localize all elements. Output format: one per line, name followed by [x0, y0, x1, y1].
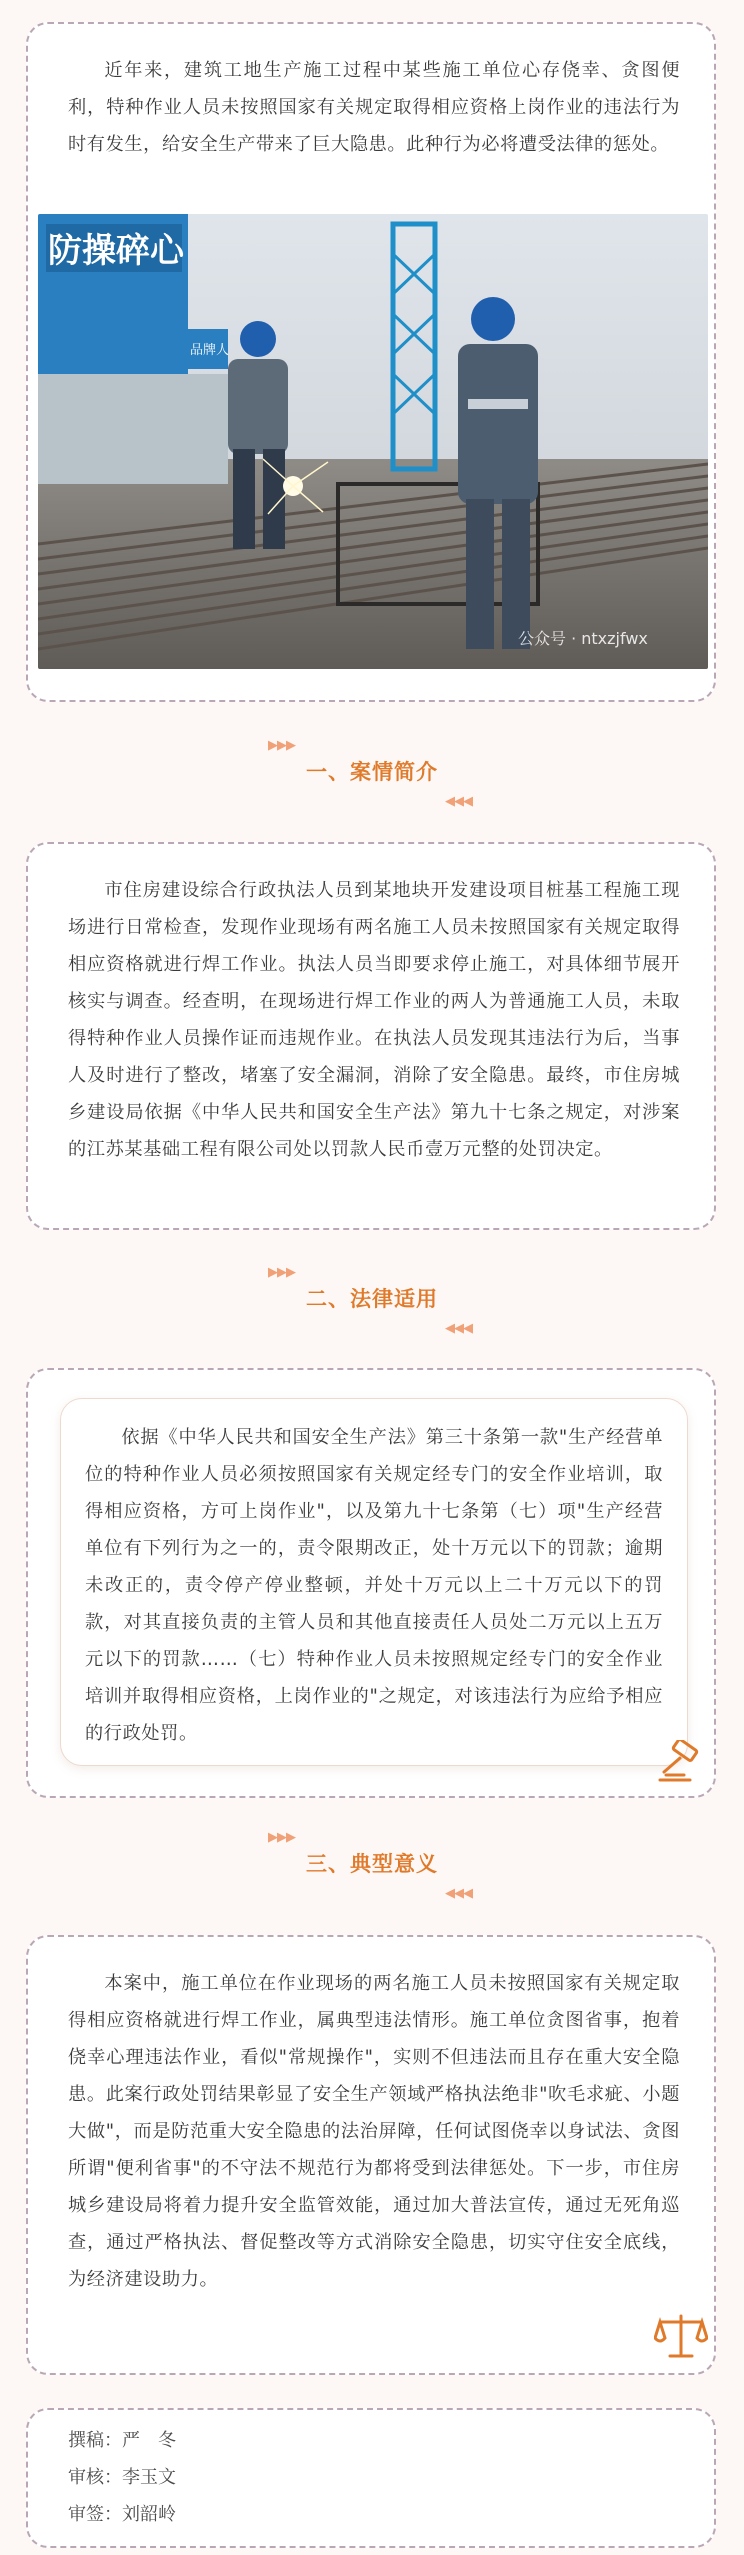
credits-card [26, 2408, 716, 2548]
section-heading-3 [0, 1830, 744, 1912]
case-summary-paragraph: 市住房建设综合行政执法人员到某地块开发建设项目桩基工程施工现场进行日常检查，发现作业现场有两名施工人员未按照国家有关规定取得相应资格就进行焊工作业。执法人员当即要求停止施工，对具体细节展开核实与调查。经查明，在现场进行焊工作业的两人为普通施工人员，未取得特种作业人员操作证而违规作业。在执法人员发现其违法行为后，当事人及时进行了整改，堵塞了安全漏洞，消除了安全隐患。最终，市住房城乡建设局依据《中华人民共和国安全生产法》第九十七条之规定，对涉案的江苏某基础工程有限公司处以罚款人民币壹万元整的处罚决定。 [68, 880, 680, 1160]
arrow-left-icon: ◀◀◀ [445, 794, 472, 809]
legal-quote-box [60, 1398, 688, 1766]
credit-writer: 撰稿：严 冬 [68, 2430, 176, 2451]
sign-text-2: 品牌人 [190, 343, 230, 358]
intro-card [26, 22, 716, 702]
sign-text: 防操碎心 [48, 231, 184, 271]
arrow-right-icon: ▶▶▶ [268, 1265, 295, 1280]
arrow-right-icon: ▶▶▶ [268, 738, 295, 753]
case-summary-card [26, 842, 716, 1230]
legal-application-paragraph: 依据《中华人民共和国安全生产法》第三十条第一款"生产经营单位的特种作业人员必须按照国家有关规定经专门的安全作业培训，取得相应资格，方可上岗作业"，以及第九十七条第（七）项"生产经营单位有下列行为之一的，责令限期改正，处十万元以下的罚款；逾期未改正的，责令停产停业整顿，并处十万元以上二十万元以下的罚款，对其直接负责的主管人员和其他直接责任人员处二万元以上五万元以下的罚款……（七）特种作业人员未按照规定经专门的安全作业培训并取得相应资格，上岗作业的"之规定，对该违法行为应给予相应的行政处罚。 [85, 1427, 663, 1744]
legal-application-card [26, 1368, 716, 1798]
arrow-left-icon: ◀◀◀ [445, 1886, 472, 1901]
credit-reviewer: 审核：李玉文 [68, 2467, 176, 2488]
photo-watermark: 公众号 · ntxzjfwx [518, 629, 648, 648]
arrow-right-icon: ▶▶▶ [268, 1830, 295, 1845]
section-title-1: 一、案情简介 [306, 760, 438, 784]
significance-card [26, 1935, 716, 2375]
intro-paragraph: 近年来，建筑工地生产施工过程中某些施工单位心存侥幸、贪图便利，特种作业人员未按照国家有关规定取得相应资格上岗作业的违法行为时有发生，给安全生产带来了巨大隐患。此种行为必将遭受法律的惩处。 [68, 60, 680, 155]
section-heading-1 [0, 738, 744, 820]
section-title-2: 二、法律适用 [306, 1287, 438, 1311]
credit-approver: 审签：刘韶岭 [68, 2504, 176, 2525]
construction-photo [38, 214, 708, 669]
significance-paragraph: 本案中，施工单位在作业现场的两名施工人员未按照国家有关规定取得相应资格就进行焊工作业，属典型违法情形。施工单位贪图省事，抱着侥幸心理违法作业，看似"常规操作"，实则不但违法而且存在重大安全隐患。此案行政处罚结果彰显了安全生产领域严格执法绝非"吹毛求疵、小题大做"，而是防范重大安全隐患的法治屏障，任何试图侥幸以身试法、贪图所谓"便利省事"的不守法不规范行为都将受到法律惩处。下一步，市住房城乡建设局将着力提升安全监管效能，通过加大普法宣传，通过无死角巡查，通过严格执法、督促整改等方式消除安全隐患，切实守住安全底线，为经济建设助力。 [68, 1973, 680, 2290]
section-title-3: 三、典型意义 [306, 1852, 438, 1876]
scales-icon [654, 2312, 708, 2360]
gavel-icon [656, 1740, 708, 1784]
section-heading-2 [0, 1265, 744, 1347]
arrow-left-icon: ◀◀◀ [445, 1321, 472, 1336]
